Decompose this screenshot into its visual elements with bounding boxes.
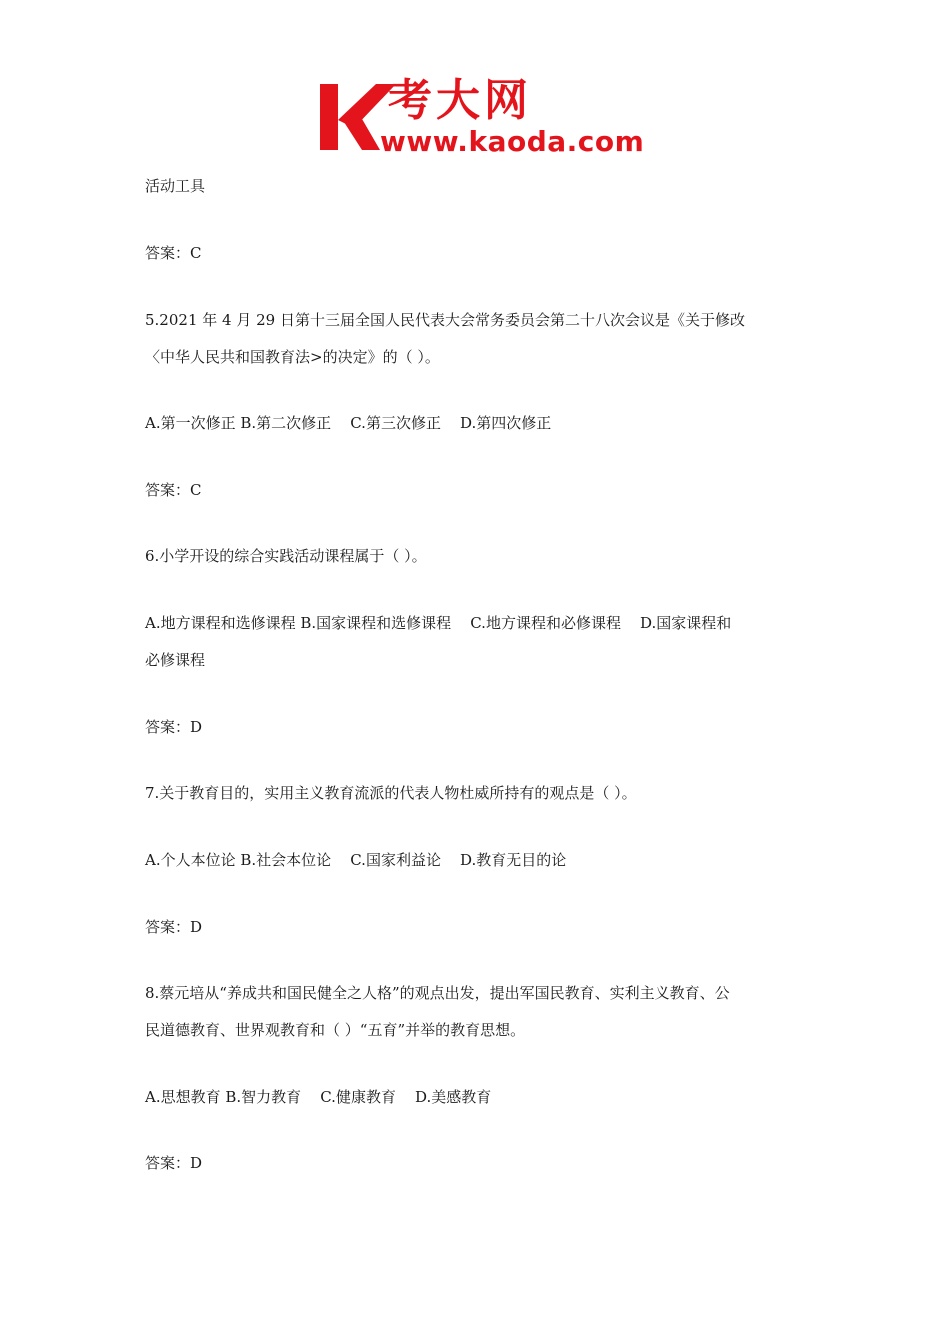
- question-8-line-2: 民道德教育、世界观教育和（ ）“五育”并举的教育思想。: [145, 1021, 526, 1039]
- question-7: 7.关于教育目的，实用主义教育流派的代表人物杜威所持有的观点是（ ）。: [145, 784, 637, 802]
- answer-q7: 答案：D: [145, 918, 203, 936]
- question-5-line-2: 〈中华人民共和国教育法>的决定》的（ ）。: [145, 348, 440, 366]
- question-7-options: A.个人本位论 B.社会本位论 C.国家利益论 D.教育无目的论: [145, 851, 567, 869]
- question-6-options-line-1: A.地方课程和选修课程 B.国家课程和选修课程 C.地方课程和必修课程 D.国家课程和: [145, 614, 732, 632]
- question-6-options-line-2: 必修课程: [145, 651, 206, 669]
- logo-chinese-text: 考大网: [388, 75, 532, 126]
- answer-q8: 答案：D: [145, 1154, 203, 1172]
- question-5-line-1: 5.2021 年 4 月 29 日第十三届全国人民代表大会常务委员会第二十八次会议是《关于修改: [145, 311, 745, 329]
- question-6: 6.小学开设的综合实践活动课程属于（ ）。: [145, 547, 427, 565]
- question-8-line-1: 8.蔡元培从“养成共和国民健全之人格”的观点出发，提出军国民教育、实利主义教育、公: [145, 984, 730, 1002]
- text-line-activity-tools: 活动工具: [145, 177, 206, 195]
- answer-q6: 答案：D: [145, 718, 203, 736]
- answer-q5: 答案：C: [145, 481, 202, 499]
- kaoda-logo: [318, 75, 648, 160]
- question-8-options: A.思想教育 B.智力教育 C.健康教育 D.美感教育: [145, 1088, 492, 1106]
- answer-q4: 答案：C: [145, 244, 202, 262]
- question-5-options: A.第一次修正 B.第二次修正 C.第三次修正 D.第四次修正: [145, 414, 552, 432]
- logo-url-text: www.kaoda.com: [380, 125, 645, 158]
